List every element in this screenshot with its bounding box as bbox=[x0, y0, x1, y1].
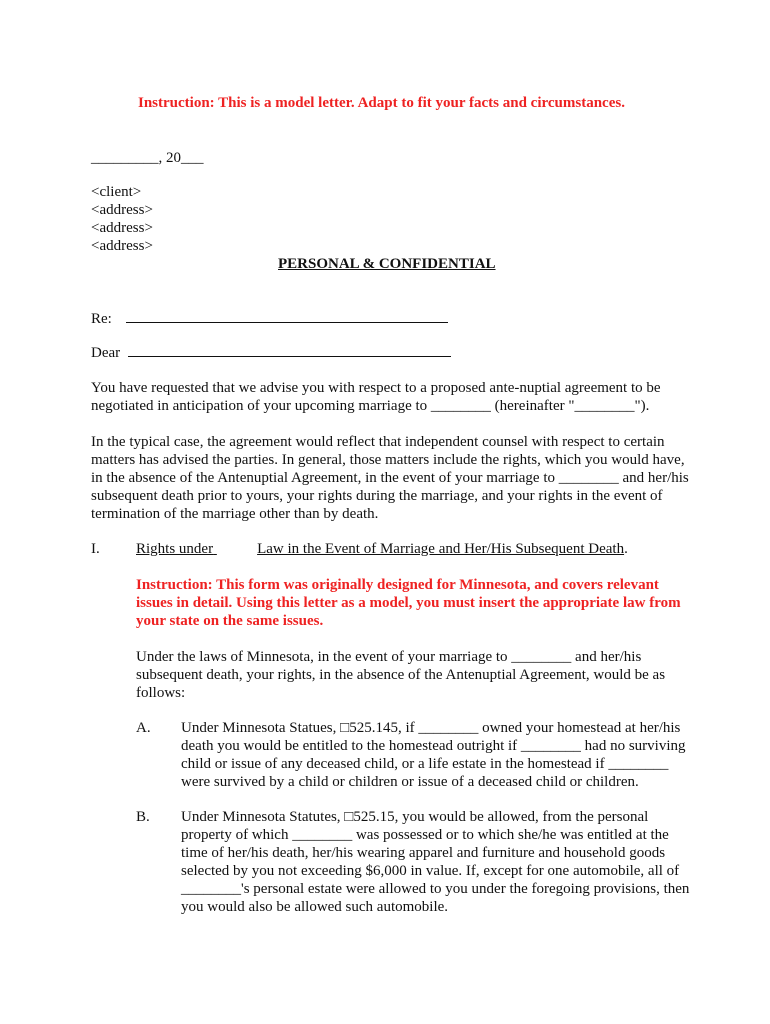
instruction-mid-line-2: issues in detail. Using this letter as a model, you must insert the appropriate law from bbox=[136, 595, 681, 611]
section-title bbox=[136, 540, 628, 558]
para2-line-1: In the typical case, the agreement would reflect that independent counsel with respect to certain bbox=[91, 434, 665, 450]
address-client: <client> bbox=[91, 184, 142, 200]
para1-line-2: negotiated in anticipation of your upcoming marriage to ________ (hereinafter "________"). bbox=[91, 398, 650, 414]
instruction-top: Instruction: This is a model letter. Adapt to fit your facts and circumstances. bbox=[138, 95, 625, 111]
para3-line-3: follows: bbox=[136, 685, 186, 701]
item-b-line-2: property of which ________ was possessed or to which she/he was entitled at the bbox=[181, 827, 669, 843]
re-blank bbox=[126, 310, 448, 323]
instruction-mid-line-1: Instruction: This form was originally designed for Minnesota, and covers relevant bbox=[136, 577, 659, 593]
item-b-line-6: you would also be allowed such automobile. bbox=[181, 899, 449, 915]
dear-blank bbox=[128, 344, 451, 357]
item-b-line-5: ________'s personal estate were allowed to you under the foregoing provisions, then bbox=[181, 881, 690, 897]
para2-line-4: subsequent death prior to yours, your rights during the marriage, and your rights in the event of bbox=[91, 488, 663, 504]
item-b-label: B. bbox=[136, 809, 150, 825]
para3-line-2: subsequent death, your rights, in the absence of the Antenuptial Agreement, would be as bbox=[136, 667, 666, 683]
section-title-period: . bbox=[624, 541, 628, 557]
address-line-2: <address> bbox=[91, 220, 153, 236]
item-a-line-1: Under Minnesota Statues, □525.145, if ________ owned your homestead at her/his bbox=[181, 720, 681, 736]
section-title-part2: Law in the Event of Marriage and Her/His Subsequent Death bbox=[257, 541, 625, 557]
address-line-3: <address> bbox=[91, 238, 153, 254]
dear-label: Dear bbox=[91, 345, 121, 361]
date-line: _________, 20___ bbox=[91, 150, 204, 166]
section-number: I. bbox=[91, 541, 100, 557]
item-b-line-4: selected by you not exceeding $6,000 in value. If, except for one automobile, all of bbox=[181, 863, 680, 879]
re-line bbox=[91, 310, 448, 328]
item-a-line-3: child or issue of any deceased child, or a life estate in the homestead if ________ bbox=[181, 756, 669, 772]
re-label: Re: bbox=[91, 311, 112, 327]
dear-line bbox=[91, 344, 451, 362]
section-title-part1: Rights under bbox=[136, 541, 214, 557]
para3-line-1: Under the laws of Minnesota, in the event of your marriage to ________ and her/his bbox=[136, 649, 642, 665]
instruction-mid-line-3: your state on the same issues. bbox=[136, 613, 324, 629]
para2-line-2: matters has advised the parties. In general, those matters include the rights, which you would have, bbox=[91, 452, 685, 468]
para1-line-1: You have requested that we advise you with respect to a proposed ante-nuptial agreement to be bbox=[91, 380, 661, 396]
para2-line-5: termination of the marriage other than by death. bbox=[91, 506, 379, 522]
section-title-state-blank bbox=[213, 540, 257, 558]
para2-line-3: in the absence of the Antenuptial Agreement, in the event of your marriage to ________ and her/his bbox=[91, 470, 689, 486]
item-b-line-3: time of her/his death, her/his wearing apparel and furniture and household goods bbox=[181, 845, 666, 861]
address-line-1: <address> bbox=[91, 202, 153, 218]
item-a-line-2: death you would be entitled to the homestead outright if ________ had no surviving bbox=[181, 738, 686, 754]
item-a-line-4: were survived by a child or children or issue of a deceased child or children. bbox=[181, 774, 639, 790]
page-heading: PERSONAL & CONFIDENTIAL bbox=[278, 256, 496, 272]
item-b-line-1: Under Minnesota Statutes, □525.15, you would be allowed, from the personal bbox=[181, 809, 649, 825]
item-a-label: A. bbox=[136, 720, 151, 736]
